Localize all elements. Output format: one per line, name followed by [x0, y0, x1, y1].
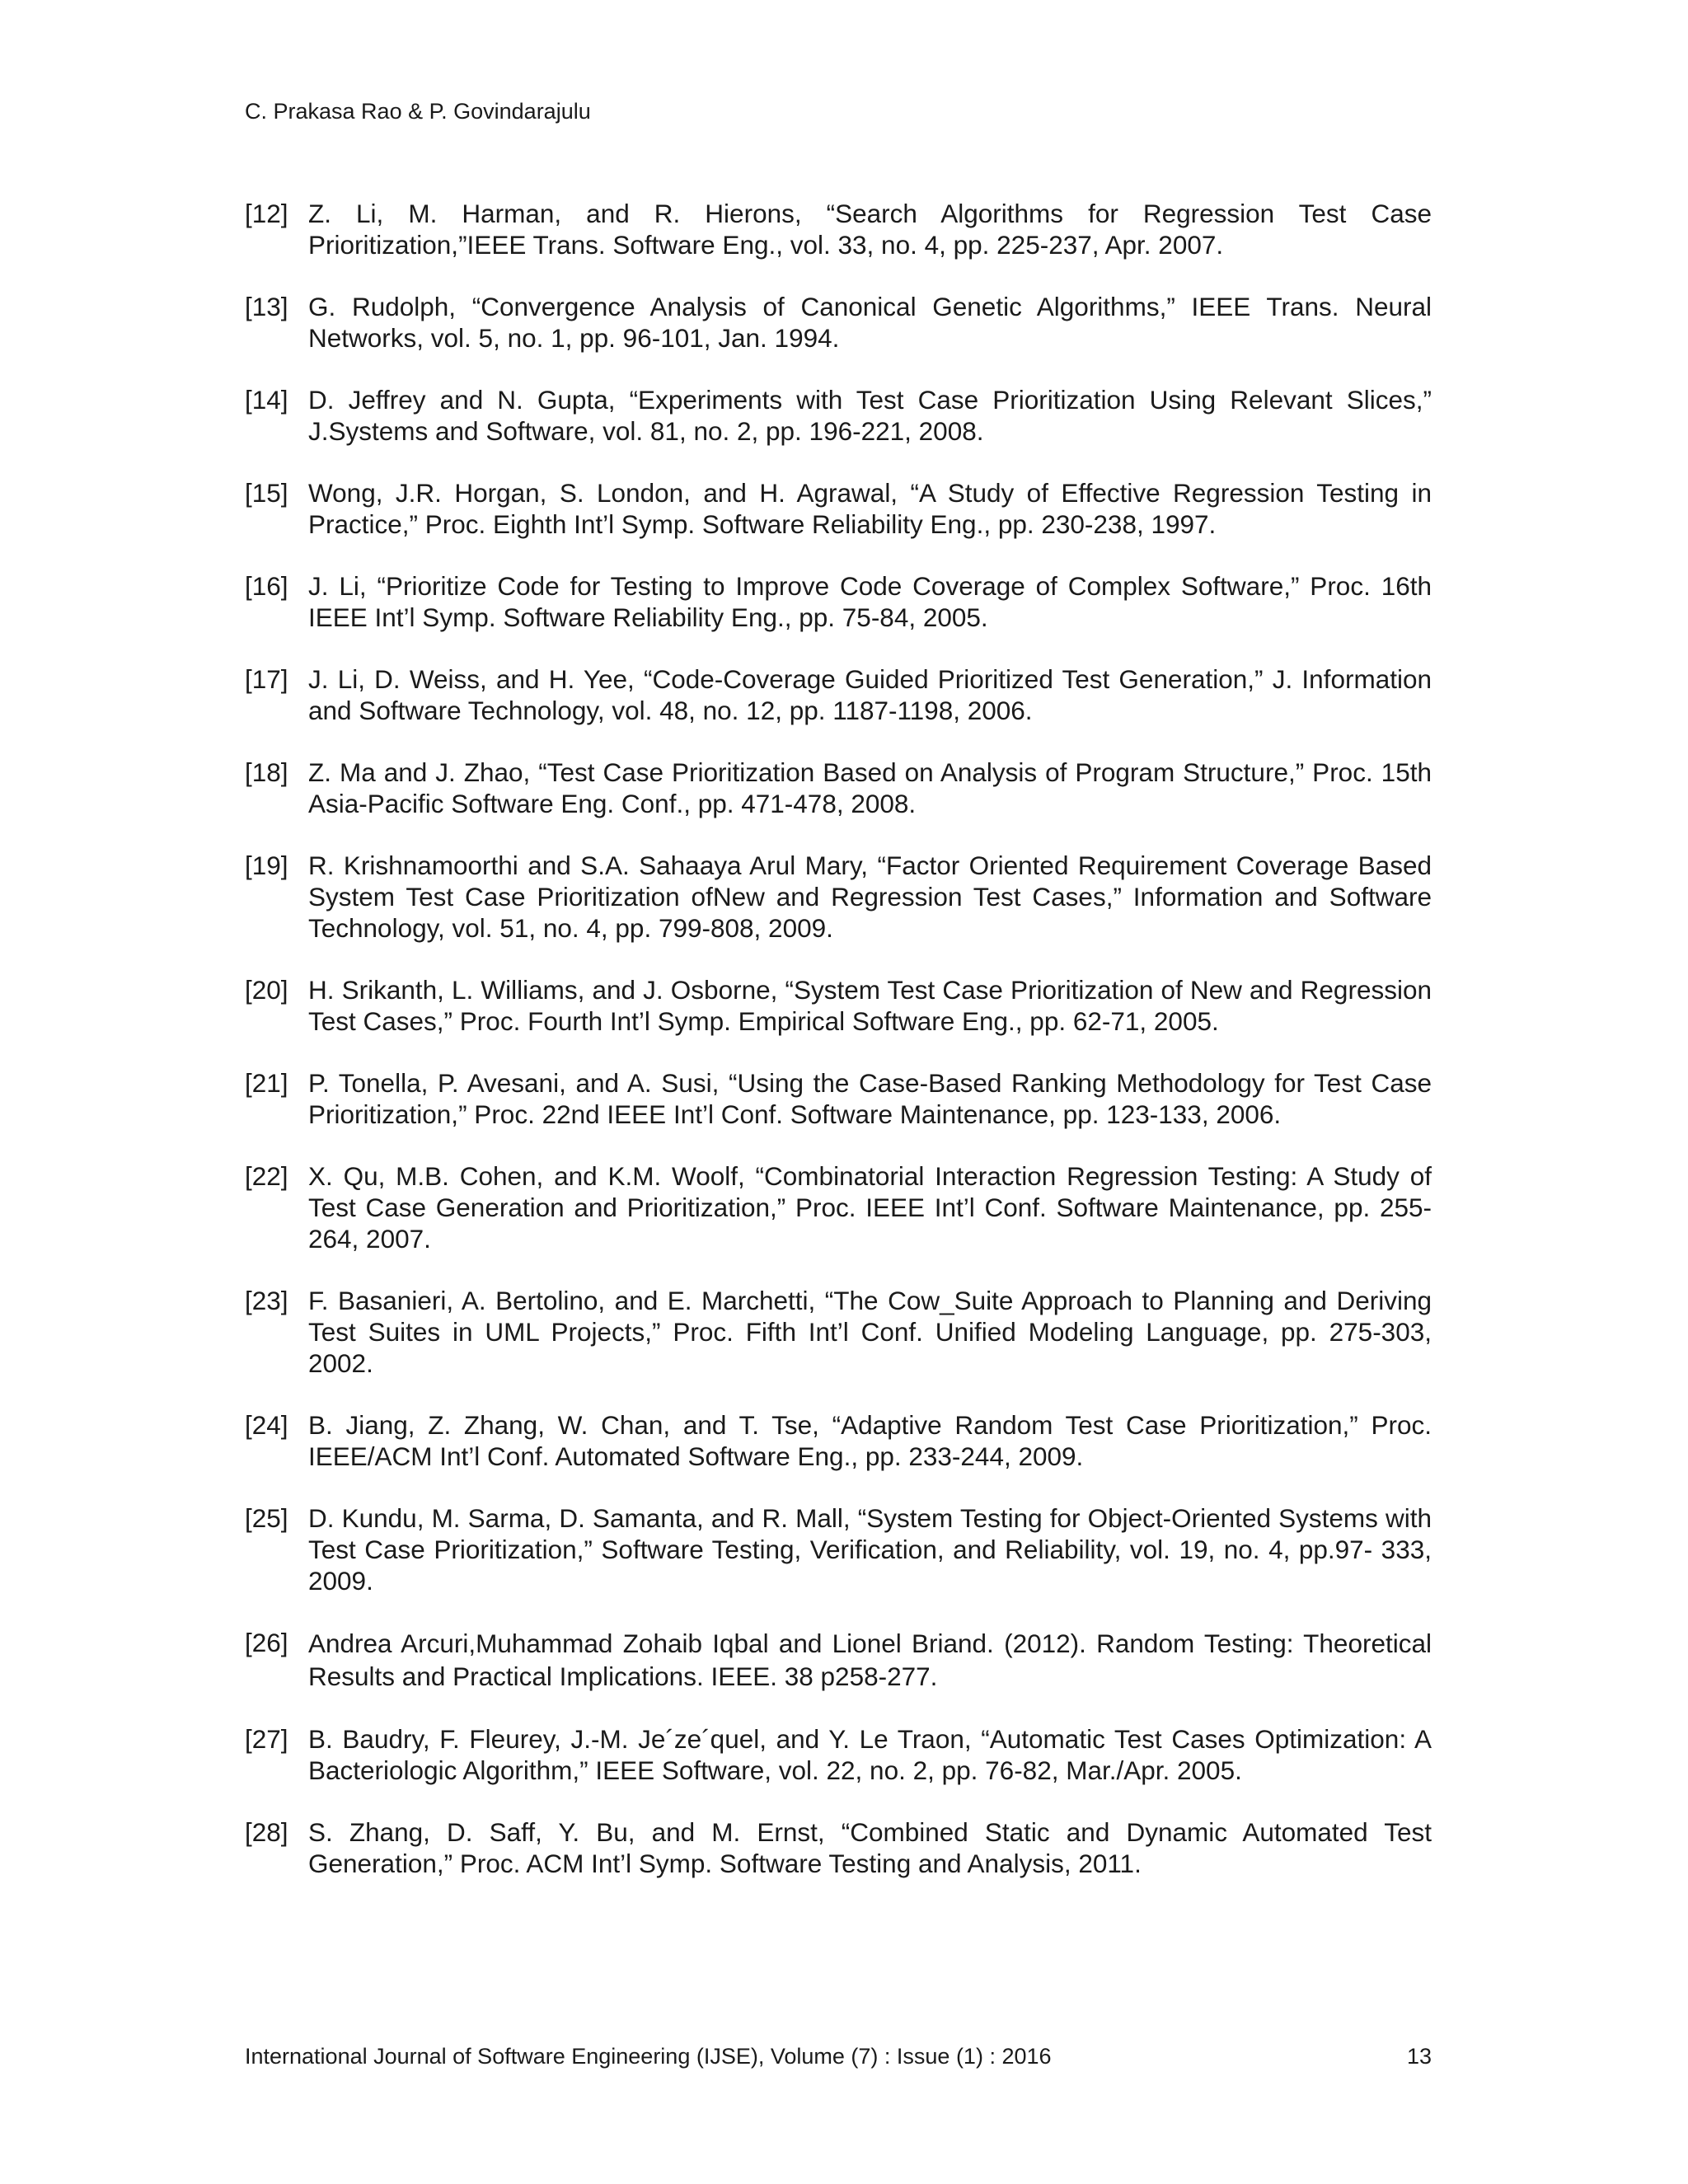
reference-number: [18] [245, 757, 288, 787]
reference-number: [13] [245, 292, 288, 321]
reference-text: X. Qu, M.B. Cohen, and K.M. Woolf, “Combinatorial Interaction Regression Testing: A Study of Test Case Generation and Prioritization,” Proc. IEEE Int’l Conf. Software Maintenance, pp. 255-264, 2007. [308, 1161, 1432, 1254]
reference-item [245, 1160, 1432, 1254]
reference-text: J. Li, D. Weiss, and H. Yee, “Code-Coverage Guided Prioritized Test Generation,” J. Information and Software Technology, vol. 48, no. 12, pp. 1187-1198, 2006. [308, 664, 1432, 725]
reference-list [245, 198, 1432, 1879]
reference-number: [15] [245, 478, 288, 508]
reference-number: [25] [245, 1503, 288, 1533]
reference-text: H. Srikanth, L. Williams, and J. Osborne, “System Test Case Prioritization of New and Regression Test Cases,” Proc. Fourth Int’l Symp. Empirical Software Eng., pp. 62-71, 2005. [308, 975, 1432, 1036]
reference-number: [16] [245, 571, 288, 601]
reference-item [245, 974, 1432, 1037]
reference-text: Wong, J.R. Horgan, S. London, and H. Agrawal, “A Study of Effective Regression Testing in Practice,” Proc. Eighth Int’l Symp. Software Reliability Eng., pp. 230-238, 1997. [308, 478, 1432, 539]
reference-item [245, 570, 1432, 633]
journal-citation: International Journal of Software Engineering (IJSE), Volume (7) : Issue (1) : 2016 [245, 2044, 1052, 2069]
reference-number: [27] [245, 1724, 288, 1754]
reference-number: [23] [245, 1286, 288, 1315]
reference-number: [24] [245, 1410, 288, 1440]
reference-text: G. Rudolph, “Convergence Analysis of Canonical Genetic Algorithms,” IEEE Trans. Neural Networks, vol. 5, no. 1, pp. 96-101, Jan. 1994. [308, 292, 1432, 353]
page-number: 13 [1406, 2044, 1432, 2069]
reference-item [245, 1627, 1432, 1693]
reference-item [245, 477, 1432, 540]
reference-number: [12] [245, 199, 288, 228]
reference-text: R. Krishnamoorthi and S.A. Sahaaya Arul Mary, “Factor Oriented Requirement Coverage Based System Test Case Prioritization ofNew and Regression Test Cases,” Information and Software Technology, vol. 51, no. 4, pp. 799-808, 2009. [308, 851, 1432, 943]
reference-item [245, 384, 1432, 447]
reference-text: F. Basanieri, A. Bertolino, and E. Marchetti, “The Cow_Suite Approach to Planning and Deriving Test Suites in UML Projects,” Proc. Fifth Int’l Conf. Unified Modeling Language, pp. 275-303, 2002. [308, 1286, 1432, 1378]
reference-text: S. Zhang, D. Saff, Y. Bu, and M. Ernst, “Combined Static and Dynamic Automated Test Generation,” Proc. ACM Int’l Symp. Software Testing and Analysis, 2011. [308, 1817, 1432, 1878]
reference-item [245, 757, 1432, 819]
reference-text: J. Li, “Prioritize Code for Testing to Improve Code Coverage of Complex Software,” Proc. 16th IEEE Int’l Symp. Software Reliability Eng., pp. 75-84, 2005. [308, 571, 1432, 632]
reference-text: B. Jiang, Z. Zhang, W. Chan, and T. Tse, “Adaptive Random Test Case Prioritization,” Proc. IEEE/ACM Int’l Conf. Automated Software Eng., pp. 233-244, 2009. [308, 1410, 1432, 1471]
reference-item [245, 1409, 1432, 1472]
reference-item [245, 198, 1432, 260]
reference-item [245, 663, 1432, 726]
reference-number: [26] [245, 1628, 288, 1657]
reference-text: Z. Ma and J. Zhao, “Test Case Prioritization Based on Analysis of Program Structure,” Proc. 15th Asia-Pacific Software Eng. Conf., pp. 471-478, 2008. [308, 757, 1432, 818]
reference-text: P. Tonella, P. Avesani, and A. Susi, “Using the Case-Based Ranking Methodology for Test Case Prioritization,” Proc. 22nd IEEE Int’l Conf. Software Maintenance, pp. 123-133, 2006. [308, 1068, 1432, 1129]
reference-text: Z. Li, M. Harman, and R. Hierons, “Search Algorithms for Regression Test Case Prioritization,”IEEE Trans. Software Eng., vol. 33, no. 4, pp. 225-237, Apr. 2007. [308, 199, 1432, 260]
reference-item [245, 1502, 1432, 1596]
reference-item [245, 1067, 1432, 1130]
reference-number: [17] [245, 664, 288, 694]
reference-item [245, 1816, 1432, 1879]
reference-item [245, 1723, 1432, 1786]
reference-item [245, 291, 1432, 354]
reference-text: B. Baudry, F. Fleurey, J.-M. Je´ze´quel, and Y. Le Traon, “Automatic Test Cases Optimization: A Bacteriologic Algorithm,” IEEE Software, vol. 22, no. 2, pp. 76-82, Mar./Apr. 2005. [308, 1724, 1432, 1785]
reference-number: [22] [245, 1161, 288, 1191]
reference-text: Andrea Arcuri,Muhammad Zohaib Iqbal and Lionel Briand. (2012). Random Testing: Theoretical Results and Practical Implications. IEEE. 38 p258-277. [308, 1629, 1432, 1691]
reference-number: [21] [245, 1068, 288, 1098]
reference-number: [20] [245, 975, 288, 1005]
page-footer [245, 2042, 1432, 2070]
reference-number: [14] [245, 385, 288, 415]
reference-item [245, 1285, 1432, 1379]
reference-number: [19] [245, 851, 288, 880]
reference-text: D. Jeffrey and N. Gupta, “Experiments with Test Case Prioritization Using Relevant Slices,” J.Systems and Software, vol. 81, no. 2, pp. 196-221, 2008. [308, 385, 1432, 446]
reference-number: [28] [245, 1817, 288, 1847]
running-header-authors: C. Prakasa Rao & P. Govindarajulu [245, 99, 591, 124]
reference-item [245, 850, 1432, 944]
reference-text: D. Kundu, M. Sarma, D. Samanta, and R. Mall, “System Testing for Object-Oriented Systems with Test Case Prioritization,” Software Testing, Verification, and Reliability, vol. 19, no. 4, pp.97- 333, 2009. [308, 1503, 1432, 1596]
